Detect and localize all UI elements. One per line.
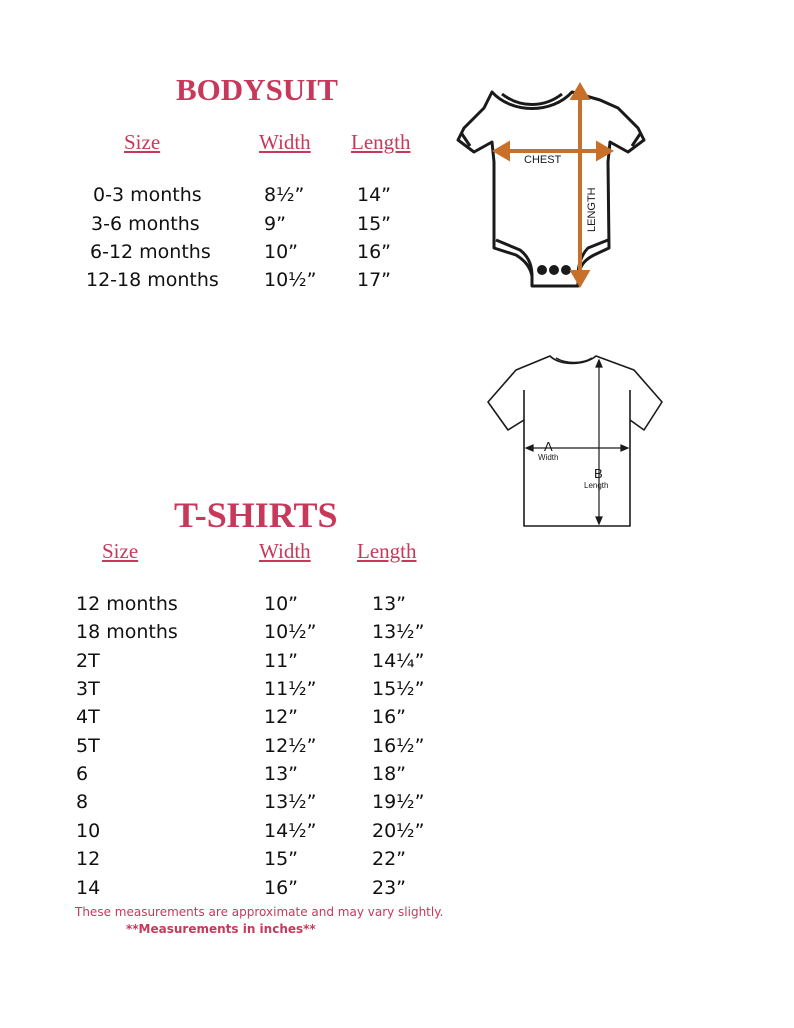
units-note: **Measurements in inches**: [126, 922, 316, 936]
width-cell: 9”: [264, 213, 286, 235]
width-cell: 8½”: [264, 184, 305, 206]
length-cell: 16”: [372, 706, 407, 728]
length-cell: 15½”: [372, 678, 425, 700]
chest-label: CHEST: [524, 154, 562, 166]
length-cell: 22”: [372, 848, 407, 870]
length-cell: 18”: [372, 763, 407, 785]
length-cell: 19½”: [372, 791, 425, 813]
size-cell: 8: [76, 791, 89, 813]
size-cell: 3-6 months: [91, 213, 200, 235]
size-cell: 12 months: [76, 593, 178, 615]
size-cell: 0-3 months: [93, 184, 202, 206]
table-row: [0, 183, 450, 211]
table-row: [0, 649, 450, 677]
length-cell: 16”: [357, 241, 392, 263]
tshirts-header-length: Length: [357, 539, 417, 563]
size-cell: 12-18 months: [86, 269, 219, 291]
length-cell: 17”: [357, 269, 392, 291]
width-cell: 11½”: [264, 678, 317, 700]
bodysuit-header-length: Length: [351, 130, 411, 154]
table-row: [0, 705, 450, 733]
length-cell: 20½”: [372, 820, 425, 842]
size-cell: 18 months: [76, 621, 178, 643]
table-row: [0, 734, 450, 762]
table-row: [0, 876, 450, 904]
table-row: [0, 620, 450, 648]
length-cell: 23”: [372, 877, 407, 899]
width-cell: 13½”: [264, 791, 317, 813]
width-cell: 15”: [264, 848, 299, 870]
size-cell: 4T: [76, 706, 100, 728]
width-cell: 16”: [264, 877, 299, 899]
width-cell: 12½”: [264, 735, 317, 757]
size-cell: 6-12 months: [90, 241, 211, 263]
size-cell: 2T: [76, 650, 100, 672]
length-label: LENGTH: [586, 187, 598, 232]
width-cell: 10½”: [264, 269, 317, 291]
width-cell: 14½”: [264, 820, 317, 842]
b-sub-label: Length: [584, 481, 609, 490]
table-row: [0, 847, 450, 875]
b-label: B: [594, 466, 603, 481]
a-label: A: [544, 439, 553, 454]
tshirts-header-size: Size: [102, 539, 139, 563]
width-cell: 10½”: [264, 621, 317, 643]
table-row: [0, 212, 450, 240]
bodysuit-diagram: [432, 80, 672, 294]
table-row: [0, 240, 450, 268]
tshirts-title: T-SHIRTS: [174, 495, 338, 535]
tshirts-header-width: Width: [259, 539, 311, 563]
table-row: [0, 819, 450, 847]
length-cell: 16½”: [372, 735, 425, 757]
a-sub-label: Width: [538, 453, 559, 462]
size-cell: 10: [76, 820, 101, 842]
length-cell: 13½”: [372, 621, 425, 643]
tshirt-diagram: [484, 350, 668, 532]
size-cell: 3T: [76, 678, 100, 700]
bodysuit-header-size: Size: [124, 130, 161, 154]
length-cell: 13”: [372, 593, 407, 615]
table-row: [0, 762, 450, 790]
width-cell: 13”: [264, 763, 299, 785]
width-cell: 12”: [264, 706, 299, 728]
size-cell: 5T: [76, 735, 100, 757]
width-cell: 10”: [264, 593, 299, 615]
length-cell: 14”: [357, 184, 392, 206]
bodysuit-title: BODYSUIT: [176, 72, 338, 107]
table-row: [0, 268, 450, 296]
width-cell: 11”: [264, 650, 299, 672]
table-row: [0, 677, 450, 705]
table-row: [0, 592, 450, 620]
bodysuit-header-width: Width: [259, 130, 311, 154]
length-cell: 14¼”: [372, 650, 425, 672]
size-cell: 14: [76, 877, 101, 899]
size-cell: 6: [76, 763, 89, 785]
size-cell: 12: [76, 848, 101, 870]
width-cell: 10”: [264, 241, 299, 263]
length-cell: 15”: [357, 213, 392, 235]
table-row: [0, 790, 450, 818]
disclaimer-note: These measurements are approximate and may vary slightly.: [75, 905, 444, 919]
